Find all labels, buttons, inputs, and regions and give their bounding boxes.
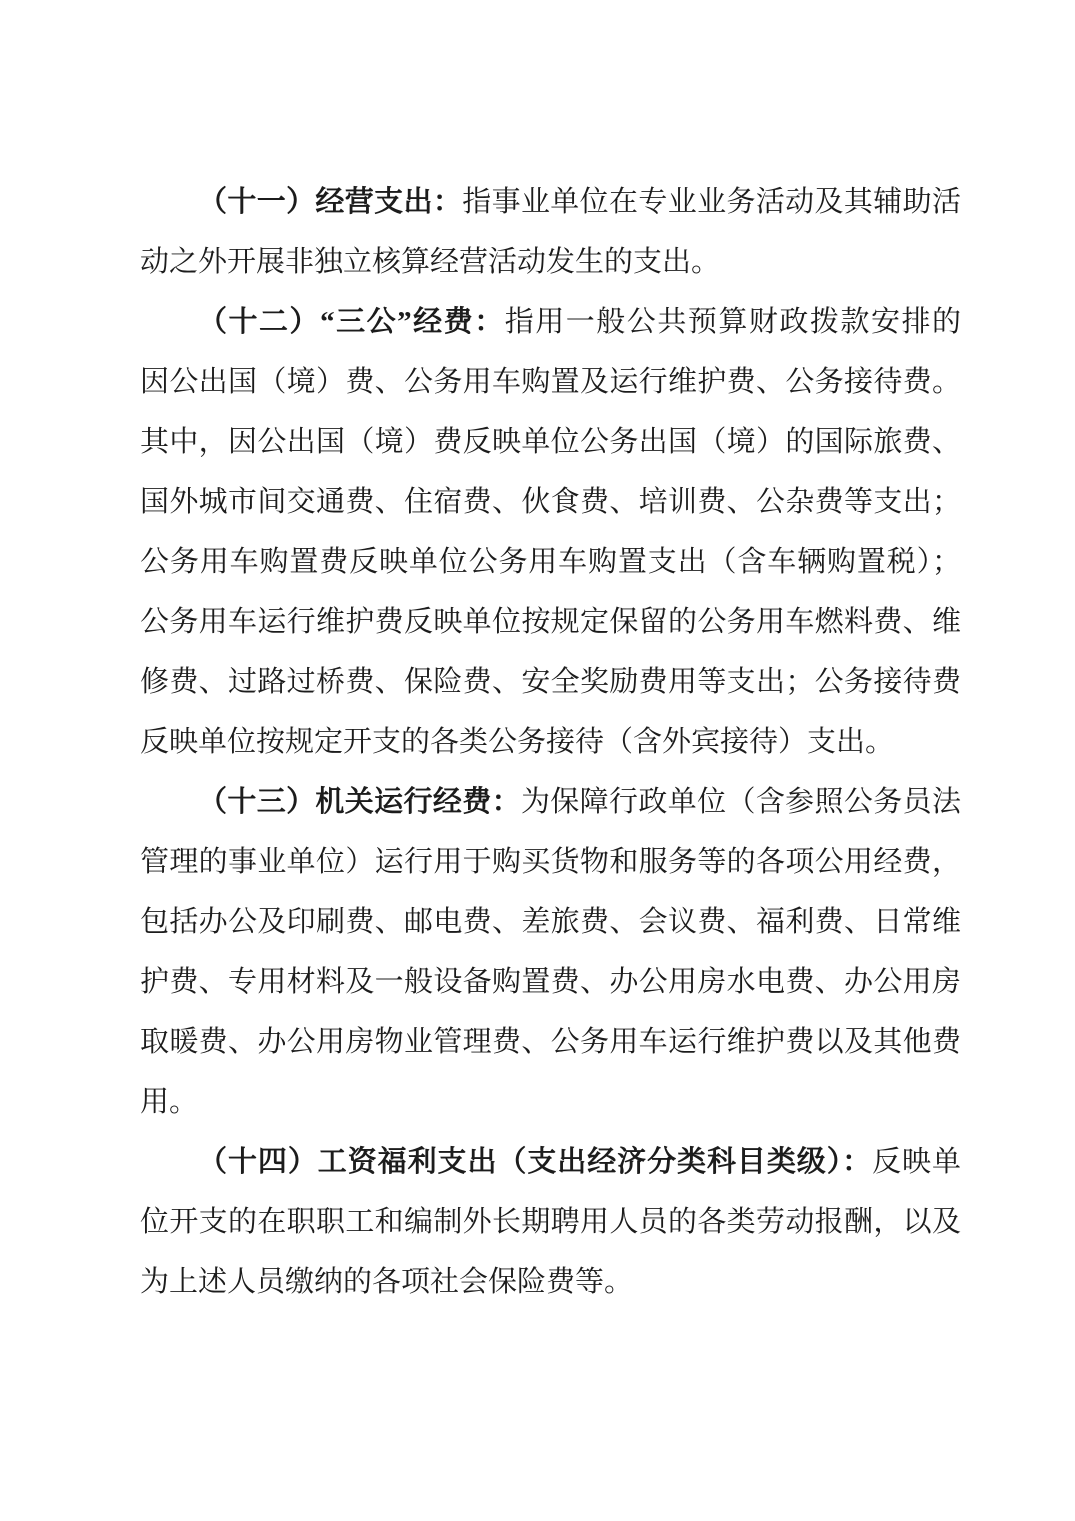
text-segment: 为保障行政单位（含参照公务员法 (520, 786, 961, 818)
text-segment: 指用一般公共预算财政拨款安排的 (504, 306, 961, 338)
text-segment: 因公出国（境）费、公务用车购置及运行维护费、公务接待费。 (140, 366, 961, 398)
text-segment: 其中，因公出国（境）费反映单位公务出国（境）的国际旅费、 (140, 426, 961, 458)
text-segment: 反映单 (872, 1146, 961, 1178)
text-line (140, 652, 961, 712)
text-line (140, 772, 961, 832)
text-line (140, 892, 961, 952)
text-segment: 护费、专用材料及一般设备购置费、办公用房水电费、办公用房 (140, 966, 961, 998)
text-line (140, 712, 961, 772)
text-line (140, 292, 961, 352)
text-segment: 修费、过路过桥费、保险费、安全奖励费用等支出；公务接待费 (140, 666, 961, 698)
text-segment: 指事业单位在专业业务活动及其辅助活 (462, 186, 961, 218)
text-line (140, 832, 961, 892)
text-segment: 公务用车运行维护费反映单位按规定保留的公务用车燃料费、维 (140, 606, 961, 638)
term-heading: （十三）机关运行经费： (198, 786, 521, 818)
text-line (140, 1072, 961, 1132)
text-line (140, 1252, 961, 1312)
text-segment: 为上述人员缴纳的各项社会保险费等。 (140, 1266, 634, 1298)
text-segment: 管理的事业单位）运行用于购买货物和服务等的各项公用经费， (140, 846, 961, 878)
text-line (140, 352, 961, 412)
text-segment: 国外城市间交通费、住宿费、伙食费、培训费、公杂费等支出； (140, 486, 961, 518)
text-segment: 公务用车购置费反映单位公务用车购置支出（含车辆购置税）； (140, 546, 961, 578)
text-segment: 包括办公及印刷费、邮电费、差旅费、会议费、福利费、日常维 (140, 906, 961, 938)
text-line (140, 232, 961, 292)
text-line (140, 1192, 961, 1252)
text-line (140, 172, 961, 232)
text-segment: 位开支的在职职工和编制外长期聘用人员的各类劳动报酬，以及 (140, 1206, 961, 1238)
text-line (140, 412, 961, 472)
text-line (140, 1012, 961, 1072)
text-line (140, 1132, 961, 1192)
text-line (140, 532, 961, 592)
text-line (140, 952, 961, 1012)
term-heading: （十四）工资福利支出（支出经济分类科目类级）： (198, 1146, 873, 1178)
term-heading: （十二）“三公”经费： (198, 306, 505, 338)
text-segment: 反映单位按规定开支的各类公务接待（含外宾接待）支出。 (140, 726, 895, 758)
text-line (140, 472, 961, 532)
term-heading: （十一）经营支出： (198, 186, 463, 218)
document-body (140, 172, 961, 1312)
text-segment: 用。 (140, 1086, 199, 1118)
text-line (140, 592, 961, 652)
text-segment: 取暖费、办公用房物业管理费、公务用车运行维护费以及其他费 (140, 1026, 961, 1058)
text-segment: 动之外开展非独立核算经营活动发生的支出。 (140, 246, 721, 278)
